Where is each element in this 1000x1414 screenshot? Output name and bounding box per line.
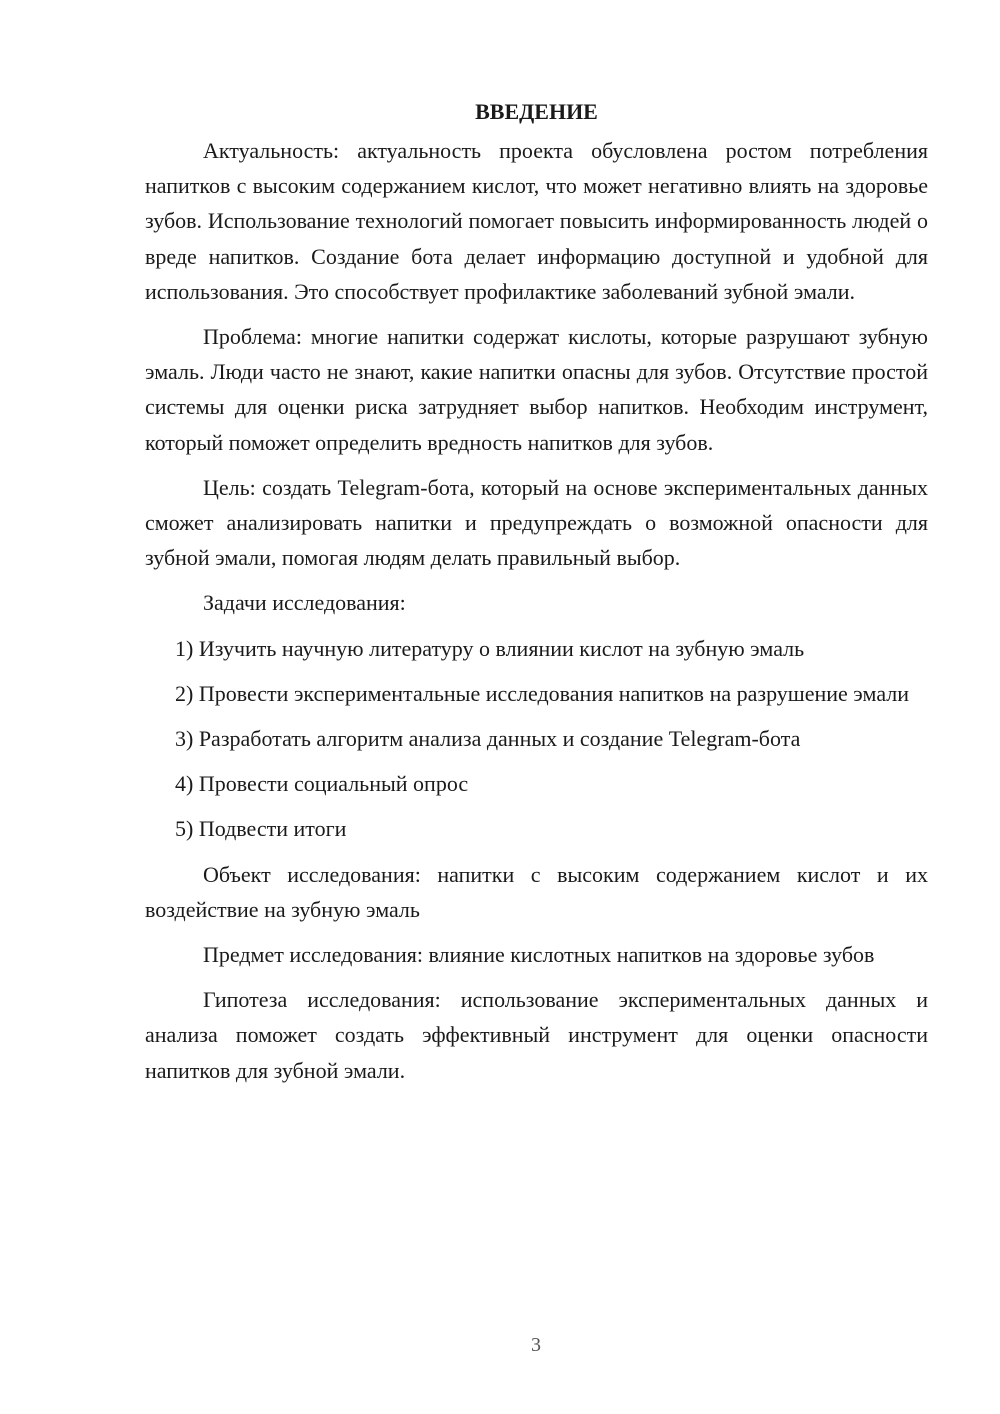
- task-item-2: 2) Провести экспериментальные исследования напитков на разрушение эмали: [175, 680, 910, 706]
- hypothesis-paragraph: Гипотеза исследования: использование экспериментальных данных и анализа поможет создать эффективный инструмент для оценки опасности напитков для зубной эмали.: [145, 987, 928, 1083]
- task-item-5: 5) Подвести итоги: [175, 816, 347, 842]
- document-page: [145, 94, 928, 1098]
- task-item-4: 4) Провести социальный опрос: [175, 771, 469, 797]
- section-heading: ВВЕДЕНИЕ: [475, 99, 598, 124]
- goal-paragraph: Цель: создать Telegram-бота, который на основе экспериментальных данных сможет анализировать напитки и предупреждать о возможной опасности для зубной эмали, помогая людям делать правильный выбор.: [145, 474, 928, 571]
- page-number: 3: [531, 1334, 541, 1356]
- task-item-3: 3) Разработать алгоритм анализа данных и создание Telegram-бота: [175, 726, 801, 752]
- tasks-title: Задачи исследования:: [203, 590, 406, 616]
- relevance-paragraph: Актуальность: актуальность проекта обусловлена ростом потребления напитков с высоким содержанием кислот, что может негативно влиять на здоровье зубов. Использование технологий помогает повысить информированность людей о вреде напитков. Создание бота делает информацию доступной и удобной для использования. Это способствует профилактике заболеваний зубной эмали.: [145, 138, 928, 304]
- object-paragraph: Объект исследования: напитки с высоким содержанием кислот и их воздействие на зубную эмаль: [145, 861, 928, 922]
- subject-paragraph: Предмет исследования: влияние кислотных напитков на здоровье зубов: [203, 942, 875, 968]
- task-item-1: 1) Изучить научную литературу о влиянии кислот на зубную эмаль: [175, 635, 805, 661]
- problem-paragraph: Проблема: многие напитки содержат кислоты, которые разрушают зубную эмаль. Люди часто не знают, какие напитки опасны для зубов. Отсутствие простой системы для оценки риска затрудняет выбор напитков. Необходим инструмент, который поможет определить вредность напитков для зубов.: [145, 324, 928, 455]
